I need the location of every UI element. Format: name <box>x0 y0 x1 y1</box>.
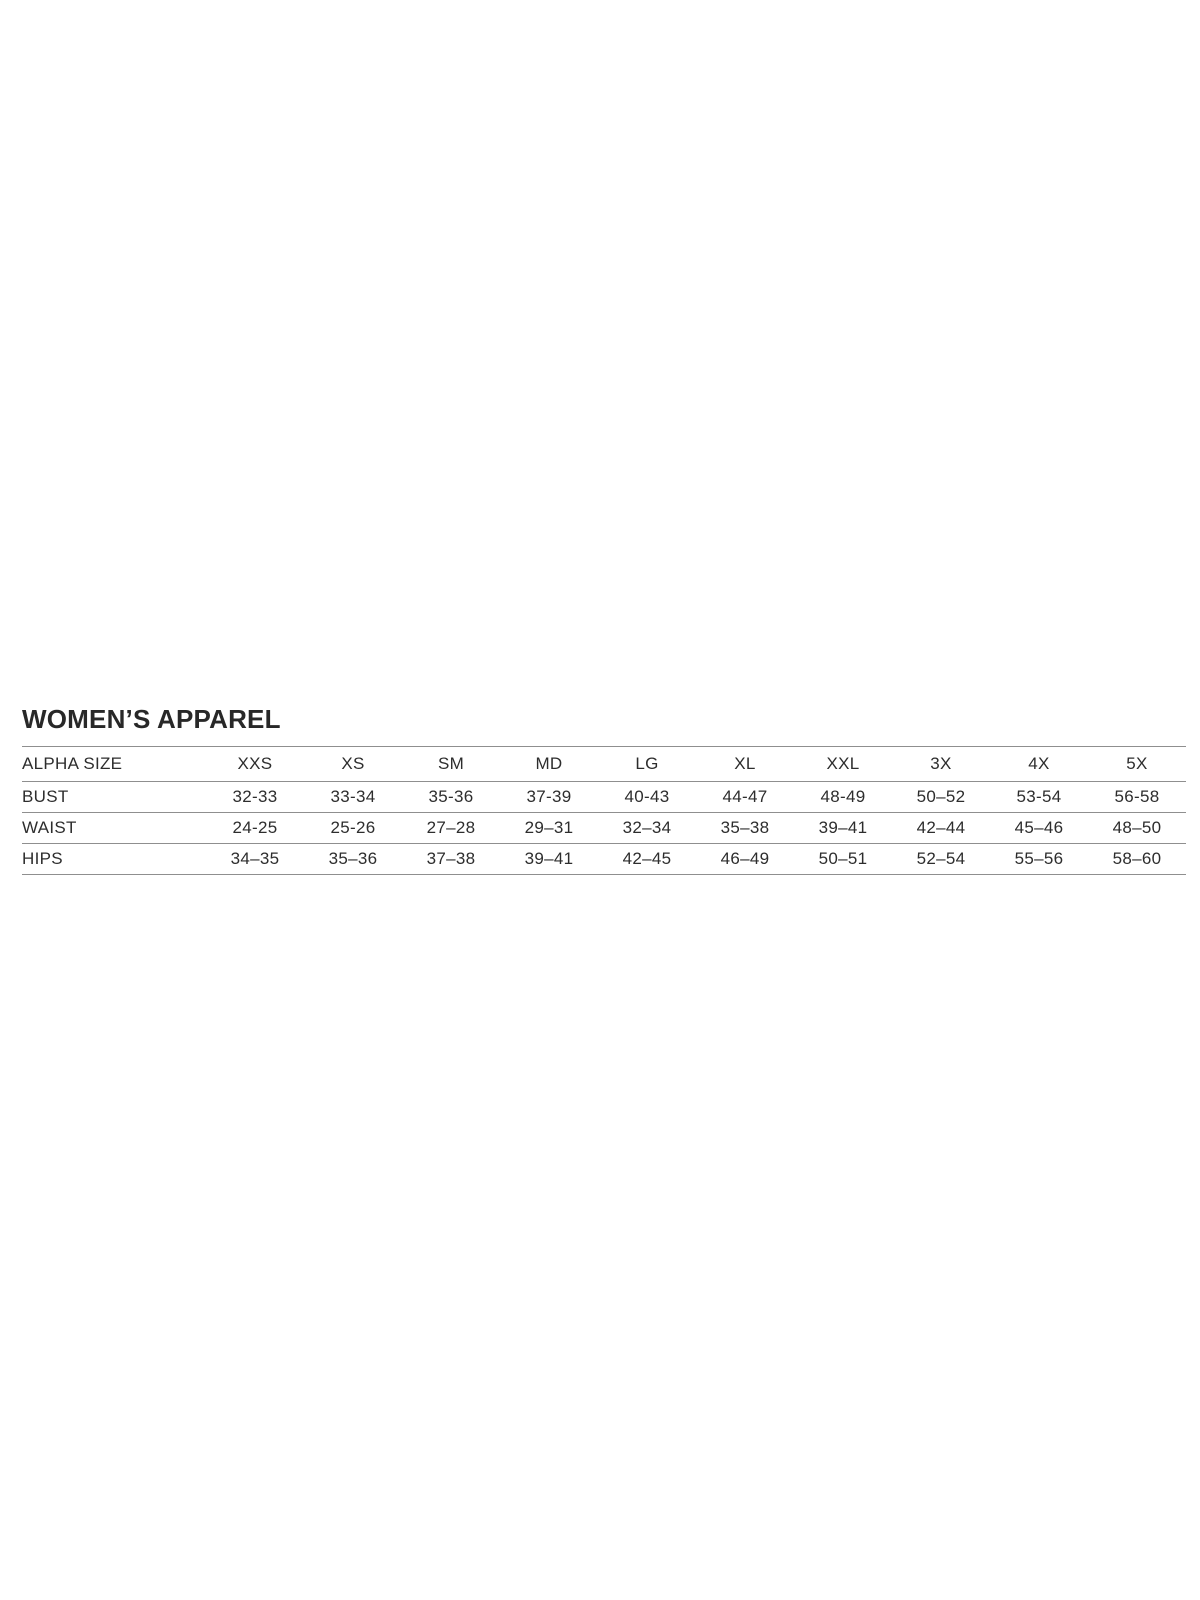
hips-value: 37–38 <box>426 849 476 868</box>
size-chart-title: WOMEN’S APPAREL <box>22 704 281 734</box>
size-chart-table <box>22 746 1186 875</box>
waist-value: 39–41 <box>818 818 868 837</box>
hips-value: 46–49 <box>720 849 770 868</box>
column-header-3x: 3X <box>930 754 952 773</box>
row-label-waist: WAIST <box>22 818 77 837</box>
bust-value: 56-58 <box>1114 787 1160 806</box>
hips-value: 42–45 <box>622 849 672 868</box>
waist-value: 29–31 <box>524 818 574 837</box>
bust-value: 40-43 <box>624 787 670 806</box>
waist-value: 45–46 <box>1014 818 1064 837</box>
bust-value: 53-54 <box>1016 787 1062 806</box>
hips-value: 55–56 <box>1014 849 1064 868</box>
column-header-xxs: XXS <box>237 754 273 773</box>
waist-value: 32–34 <box>622 818 672 837</box>
column-header-sm: SM <box>437 754 465 773</box>
hips-value: 35–36 <box>328 849 378 868</box>
column-header-5x: 5X <box>1126 754 1148 773</box>
waist-value: 42–44 <box>916 818 966 837</box>
header-row <box>22 747 1186 782</box>
hips-value: 52–54 <box>916 849 966 868</box>
waist-value: 48–50 <box>1112 818 1162 837</box>
table-row-hips <box>22 844 1186 875</box>
bust-value: 48-49 <box>820 787 866 806</box>
hips-value: 34–35 <box>230 849 280 868</box>
waist-value: 25-26 <box>330 818 376 837</box>
bust-value: 35-36 <box>428 787 474 806</box>
corner-label-alpha-size: ALPHA SIZE <box>22 754 123 773</box>
bust-value: 37-39 <box>526 787 572 806</box>
column-header-md: MD <box>535 754 563 773</box>
waist-value: 35–38 <box>720 818 770 837</box>
bust-value: 50–52 <box>916 787 966 806</box>
table-row-bust <box>22 782 1186 813</box>
bust-value: 44-47 <box>722 787 768 806</box>
column-header-xl: XL <box>734 754 756 773</box>
waist-value: 27–28 <box>426 818 476 837</box>
bust-value: 32-33 <box>232 787 278 806</box>
hips-value: 50–51 <box>818 849 868 868</box>
row-label-bust: BUST <box>22 787 69 806</box>
column-header-xxl: XXL <box>826 754 860 773</box>
row-label-hips: HIPS <box>22 849 63 868</box>
column-header-4x: 4X <box>1028 754 1050 773</box>
waist-value: 24-25 <box>232 818 278 837</box>
column-header-xs: XS <box>341 754 365 773</box>
bust-value: 33-34 <box>330 787 376 806</box>
table-row-waist <box>22 813 1186 844</box>
size-chart-section <box>22 704 1186 875</box>
hips-value: 39–41 <box>524 849 574 868</box>
column-header-lg: LG <box>635 754 659 773</box>
hips-value: 58–60 <box>1112 849 1162 868</box>
